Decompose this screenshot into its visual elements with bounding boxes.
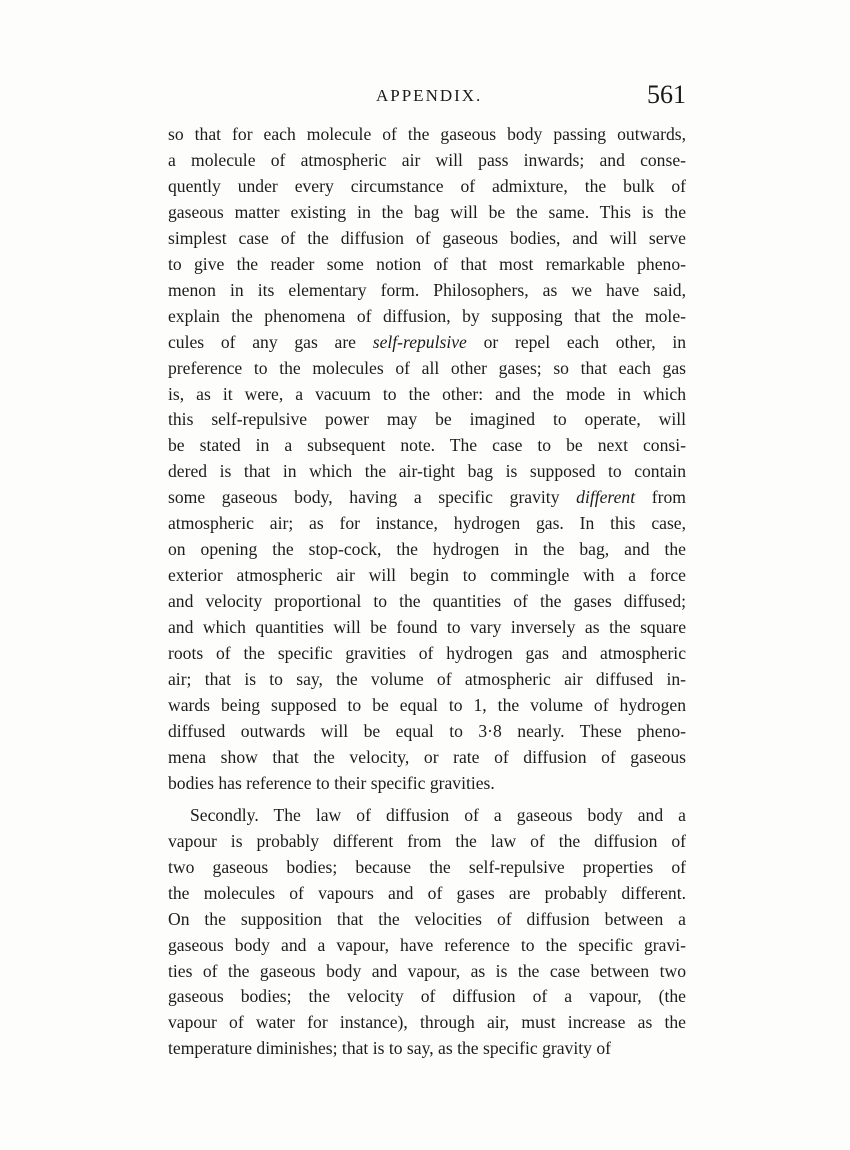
text-segment: vapour is probably different from the law of the diffusion of xyxy=(168,830,686,851)
text-line xyxy=(168,278,686,304)
italic-text: self-repulsive xyxy=(372,331,467,352)
text-line xyxy=(168,537,686,563)
text-segment: explain the phenomena of diffusion, by supposing that the mole- xyxy=(168,305,686,326)
text-line xyxy=(168,667,686,693)
text-segment: quently under every circumstance of admixture, the bulk of xyxy=(168,175,686,196)
text-segment: or repel each other, in xyxy=(466,331,686,352)
text-line xyxy=(168,641,686,667)
text-line xyxy=(168,907,686,933)
text-segment: some gaseous body, having a specific gravity xyxy=(168,487,577,508)
text-segment: wards being supposed to be equal to 1, the volume of hydrogen xyxy=(168,694,686,715)
text-segment: so that for each molecule of the gaseous body passing outwards, xyxy=(168,124,686,144)
text-line xyxy=(168,1036,686,1062)
italic-text: different xyxy=(576,487,636,508)
text-segment: from xyxy=(635,487,686,508)
text-line xyxy=(168,433,686,459)
running-head: APPENDIX. xyxy=(376,86,483,105)
text-segment: and which quantities will be found to vary inversely as the square xyxy=(168,617,686,638)
text-segment: mena show that the velocity, or rate of diffusion of gaseous xyxy=(168,746,686,767)
text-line xyxy=(168,771,686,797)
page-number: 561 xyxy=(647,80,686,109)
text-segment: and velocity proportional to the quantities of the gases diffused; xyxy=(168,591,686,612)
body-text xyxy=(168,122,686,1062)
text-segment: menon in its elementary form. Philosophers, as we have said, xyxy=(168,279,686,300)
text-line xyxy=(168,803,686,829)
text-line xyxy=(168,459,686,485)
text-line xyxy=(168,933,686,959)
text-line xyxy=(168,330,686,356)
text-segment: is, as it were, a vacuum to the other: and the mode in which xyxy=(168,383,686,404)
text-segment: atmospheric air; as for instance, hydrogen gas. In this case, xyxy=(168,513,686,534)
text-segment: Secondly. The law of diffusion of a gaseous body and a xyxy=(190,804,686,825)
text-segment: exterior atmospheric air will begin to commingle with a force xyxy=(168,565,686,586)
text-line xyxy=(168,589,686,615)
text-line xyxy=(168,1010,686,1036)
text-line xyxy=(168,855,686,881)
text-line xyxy=(168,382,686,408)
text-line xyxy=(168,881,686,907)
text-line xyxy=(168,563,686,589)
text-segment: air; that is to say, the volume of atmospheric air diffused in- xyxy=(168,669,686,690)
text-segment: cules of any gas are xyxy=(168,331,373,352)
text-segment: bodies has reference to their specific gravities. xyxy=(168,772,495,793)
text-line xyxy=(168,226,686,252)
text-segment: to give the reader some notion of that most remarkable pheno- xyxy=(168,253,686,274)
text-line xyxy=(168,174,686,200)
text-segment: the molecules of vapours and of gases are probably different. xyxy=(168,882,686,903)
text-segment: gaseous matter existing in the bag will be the same. This is the xyxy=(168,201,686,222)
text-segment: diffused outwards will be equal to 3·8 nearly. These pheno- xyxy=(168,720,686,741)
text-segment: temperature diminishes; that is to say, as the specific gravity of xyxy=(168,1038,611,1059)
text-segment: be stated in a subsequent note. The case to be next consi- xyxy=(168,435,686,456)
text-segment: vapour of water for instance), through air, must increase as the xyxy=(168,1012,686,1033)
text-segment: on opening the stop-cock, the hydrogen in the bag, and the xyxy=(168,539,686,560)
text-line xyxy=(168,148,686,174)
text-line xyxy=(168,356,686,382)
text-segment: On the supposition that the velocities of diffusion between a xyxy=(168,908,686,929)
text-segment: roots of the specific gravities of hydrogen gas and atmospheric xyxy=(168,643,686,664)
text-line xyxy=(168,252,686,278)
text-line xyxy=(168,304,686,330)
text-segment: dered is that in which the air-tight bag is supposed to contain xyxy=(168,461,686,482)
text-line xyxy=(168,984,686,1010)
text-line xyxy=(168,200,686,226)
paragraph xyxy=(168,803,686,1063)
text-segment: preference to the molecules of all other gases; so that each gas xyxy=(168,357,686,378)
text-line xyxy=(168,407,686,433)
text-segment: this self-repulsive power may be imagined to operate, will xyxy=(168,409,686,430)
text-line xyxy=(168,122,686,148)
text-line xyxy=(168,745,686,771)
page-header xyxy=(168,80,688,118)
text-line xyxy=(168,719,686,745)
text-segment: two gaseous bodies; because the self-repulsive properties of xyxy=(168,856,686,877)
text-segment: simplest case of the diffusion of gaseous bodies, and will serve xyxy=(168,227,686,248)
text-line xyxy=(168,511,686,537)
text-line xyxy=(168,959,686,985)
text-line xyxy=(168,485,686,511)
text-segment: gaseous body and a vapour, have reference to the specific gravi- xyxy=(168,934,686,955)
text-line xyxy=(168,693,686,719)
text-segment: ties of the gaseous body and vapour, as is the case between two xyxy=(168,960,686,981)
text-line xyxy=(168,829,686,855)
text-segment: a molecule of atmospheric air will pass inwards; and conse- xyxy=(168,149,686,170)
paragraph xyxy=(168,122,686,797)
text-segment: gaseous bodies; the velocity of diffusion of a vapour, (the xyxy=(168,986,686,1007)
text-line xyxy=(168,615,686,641)
